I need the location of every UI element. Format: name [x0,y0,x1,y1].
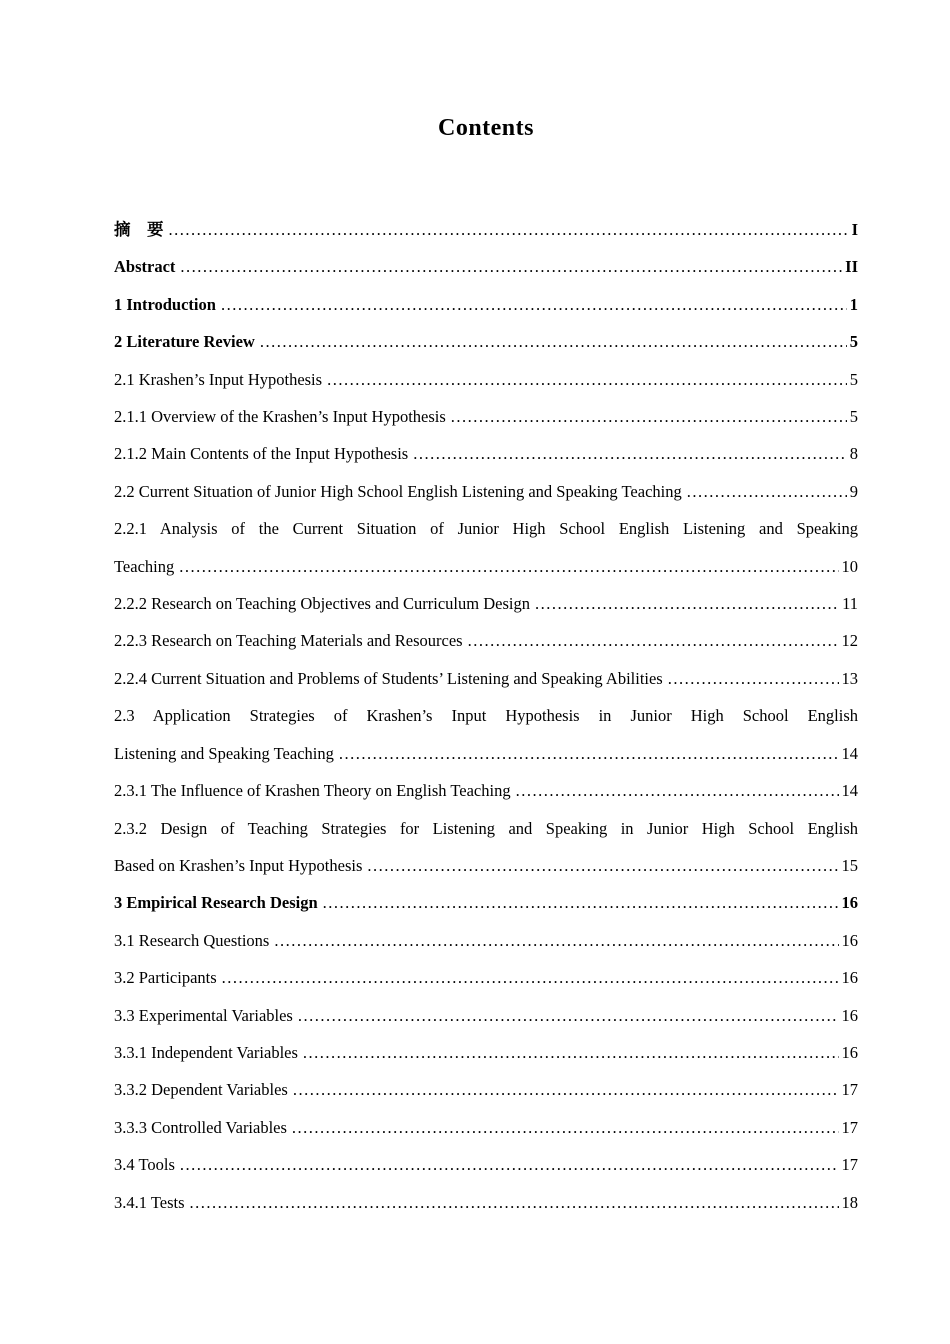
toc-page-number: 12 [841,631,858,651]
toc-entry[interactable] [114,1146,858,1183]
toc-entry-last-line [114,1034,858,1071]
dot-leader [274,922,838,959]
toc-page-number: 16 [841,1042,858,1062]
toc-page-number: 16 [841,1005,858,1025]
toc-entry[interactable] [114,323,858,360]
toc-page-number: 15 [841,855,858,875]
dot-leader [687,473,847,510]
dot-leader [367,847,838,884]
toc-entry-label: 3.3 Experimental Variables [114,1005,293,1025]
toc-page-number: 14 [841,743,858,763]
toc-entry-last-line [114,847,858,884]
toc-entry-last-line [114,884,858,921]
toc-page-number: II [845,257,858,277]
toc-entry-last-line [114,735,858,772]
toc-entry-last-line [114,1071,858,1108]
toc-entry-last-line [114,997,858,1034]
toc-entry[interactable] [114,697,858,772]
dot-leader [516,772,839,809]
toc-entry-label: 3.3.3 Controlled Variables [114,1117,287,1137]
toc-entry-label: Based on Krashen’s Input Hypothesis [114,855,363,875]
toc-page-number: 10 [841,556,858,576]
dot-leader [413,435,847,472]
toc-entry[interactable] [114,473,858,510]
dot-leader [451,398,847,435]
toc-entry-label: 3.4 Tools [114,1155,175,1175]
toc-list [114,211,858,1221]
toc-entry-label: Abstract [114,257,176,277]
toc-entry-label: 2.2.4 Current Situation and Problems of Students’ Listening and Speaking Abilities [114,668,663,688]
toc-page-number: 14 [841,781,858,801]
toc-entry[interactable] [114,959,858,996]
toc-entry[interactable] [114,810,858,885]
toc-entry-label: 3.3.2 Dependent Variables [114,1080,288,1100]
toc-page-number: 13 [841,668,858,688]
toc-page-number: 5 [849,332,858,352]
toc-entry-text-line: 2.2.1 Analysis of the Current Situation of Junior High School English Listening and Speaking [114,519,858,539]
toc-entry-last-line [114,772,858,809]
toc-entry-label: 2.2.3 Research on Teaching Materials and Resources [114,631,463,651]
dot-leader [292,1109,839,1146]
toc-entry-last-line [114,398,858,435]
toc-page-number: 17 [841,1080,858,1100]
toc-entry[interactable] [114,1184,858,1221]
dot-leader [293,1071,839,1108]
toc-entry-label: 2.1 Krashen’s Input Hypothesis [114,369,323,389]
dot-leader [303,1034,839,1071]
toc-entry[interactable] [114,1109,858,1146]
toc-entry[interactable] [114,435,858,472]
toc-page-number: 5 [849,369,858,389]
toc-entry-last-line [114,211,858,248]
dot-leader [535,585,839,622]
toc-entry-last-line [114,361,858,398]
toc-page-number: 18 [841,1192,858,1212]
toc-entry-last-line [114,585,858,622]
toc-entry-last-line [114,622,858,659]
toc-page-number: 16 [841,968,858,988]
toc-entry[interactable] [114,622,858,659]
dot-leader [468,622,839,659]
dot-leader [179,548,838,585]
dot-leader [169,211,849,248]
toc-entry[interactable] [114,211,858,248]
toc-entry-label: 2.3.1 The Influence of Krashen Theory on English Teaching [114,781,511,801]
toc-entry-label: 2.2.2 Research on Teaching Objectives and Curriculum Design [114,594,530,614]
dot-leader [327,361,847,398]
toc-entry-label: 3.1 Research Questions [114,930,270,950]
toc-page-number: 9 [849,481,858,501]
toc-entry-last-line [114,473,858,510]
toc-entry-label: Listening and Speaking Teaching [114,743,334,763]
dot-leader [180,248,842,285]
toc-entry-label: 摘 要 [114,220,164,239]
toc-entry-last-line [114,922,858,959]
toc-entry[interactable] [114,398,858,435]
toc-entry-label: 2 Literature Review [114,332,255,352]
toc-entry-text-line: 2.3 Application Strategies of Krashen’s Input Hypothesis in Junior High School English [114,706,858,726]
toc-entry-last-line [114,435,858,472]
toc-entry-last-line [114,1184,858,1221]
dot-leader [222,959,839,996]
toc-entry-last-line [114,660,858,697]
toc-entry[interactable] [114,248,858,285]
dot-leader [668,660,839,697]
toc-page-number: 16 [841,930,858,950]
toc-entry[interactable] [114,922,858,959]
toc-page-number: 17 [841,1117,858,1137]
toc-entry-label: 3.3.1 Independent Variables [114,1042,298,1062]
toc-page-number: 11 [842,594,858,614]
toc-entry-label: 1 Introduction [114,294,216,314]
toc-entry[interactable] [114,585,858,622]
toc-entry-label: 3.4.1 Tests [114,1192,185,1212]
toc-page-number: 5 [849,407,858,427]
toc-entry-last-line [114,323,858,360]
toc-entry[interactable] [114,772,858,809]
toc-page-number: 16 [841,893,858,913]
toc-entry-text-line: 2.3.2 Design of Teaching Strategies for Listening and Speaking in Junior High School English [114,818,858,838]
dot-leader [298,997,839,1034]
toc-page-number: 17 [841,1155,858,1175]
toc-entry-label: 3.2 Participants [114,968,217,988]
toc-entry[interactable] [114,286,858,323]
toc-entry-label: Teaching [114,556,175,576]
dot-leader [339,735,839,772]
toc-entry-label: 2.2 Current Situation of Junior High School English Listening and Speaking Teaching [114,481,682,501]
toc-entry-label: 3 Empirical Research Design [114,893,318,913]
toc-entry[interactable] [114,510,858,585]
toc-entry-last-line [114,1146,858,1183]
dot-leader [221,286,847,323]
toc-entry-last-line [114,1109,858,1146]
dot-leader [323,884,839,921]
dot-leader [190,1184,839,1221]
dot-leader [260,323,847,360]
toc-page-number: I [851,220,858,239]
toc-page-number: 1 [849,294,858,314]
toc-entry-last-line [114,286,858,323]
toc-entry[interactable] [114,997,858,1034]
toc-entry[interactable] [114,884,858,921]
toc-entry-last-line [114,548,858,585]
toc-entry[interactable] [114,361,858,398]
toc-page-number: 8 [849,444,858,464]
toc-entry-label: 2.1.2 Main Contents of the Input Hypothesis [114,444,409,464]
toc-entry-label: 2.1.1 Overview of the Krashen’s Input Hypothesis [114,407,446,427]
page-title: Contents [437,115,534,141]
toc-entry-last-line [114,959,858,996]
toc-entry-last-line [114,248,858,285]
toc-entry[interactable] [114,660,858,697]
toc-entry[interactable] [114,1071,858,1108]
dot-leader [180,1146,839,1183]
toc-entry[interactable] [114,1034,858,1071]
